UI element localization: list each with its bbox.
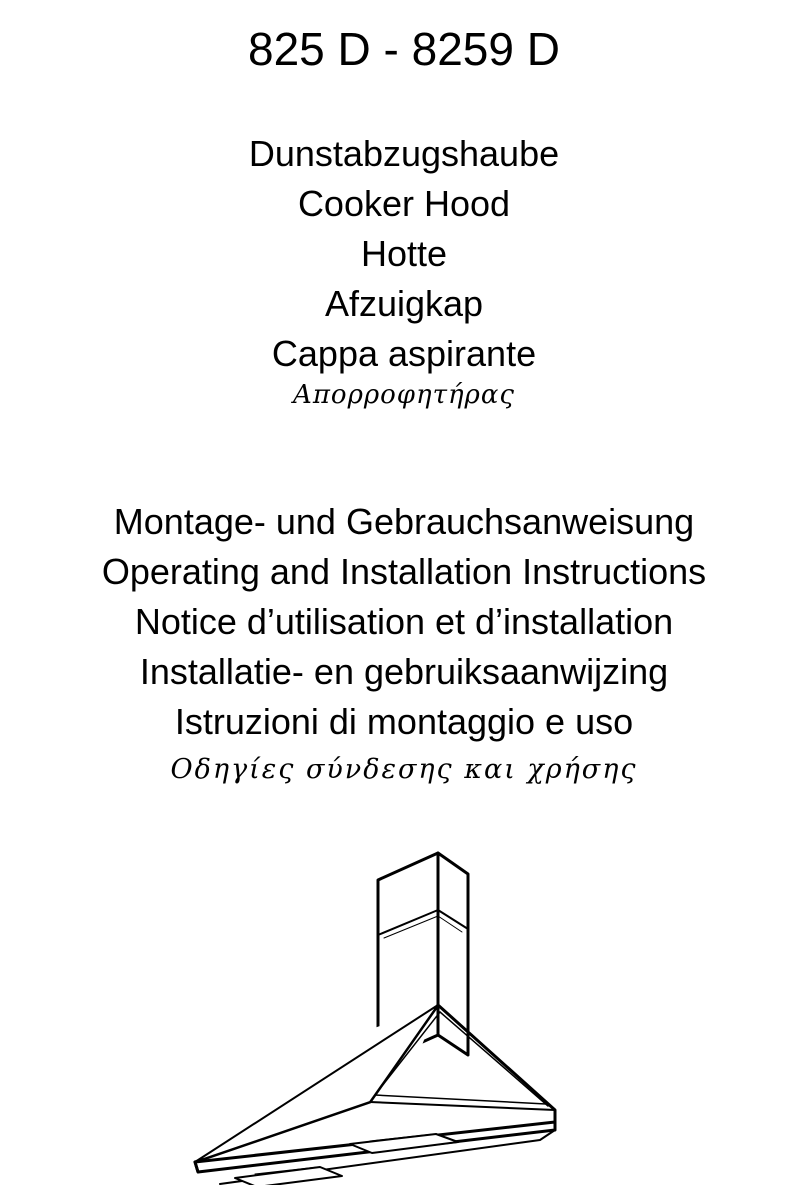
instruction-title-fr: Notice d’utilisation et d’installation <box>134 601 674 642</box>
model-number: 825 D - 8259 D <box>248 23 560 75</box>
product-name-fr: Hotte <box>360 233 448 274</box>
instruction-title-el: Οδηγίες σύνδεσης και χρήσης <box>170 754 638 785</box>
instruction-title-it: Istruzioni di montaggio e uso <box>174 701 634 742</box>
cooker-hood-icon <box>160 840 660 1185</box>
instruction-title-en: Operating and Installation Instructions <box>101 551 707 592</box>
product-name-el: Απορροφητήρας <box>293 380 515 410</box>
product-name-it: Cappa aspirante <box>271 333 537 374</box>
product-name-de: Dunstabzugshaube <box>248 133 560 174</box>
instruction-title-de: Montage- und Gebrauchsanweisung <box>113 501 695 542</box>
product-name-en: Cooker Hood <box>297 183 511 224</box>
product-name-nl: Afzuigkap <box>324 283 484 324</box>
instruction-title-nl: Installatie- en gebruiksaanwijzing <box>139 651 669 692</box>
